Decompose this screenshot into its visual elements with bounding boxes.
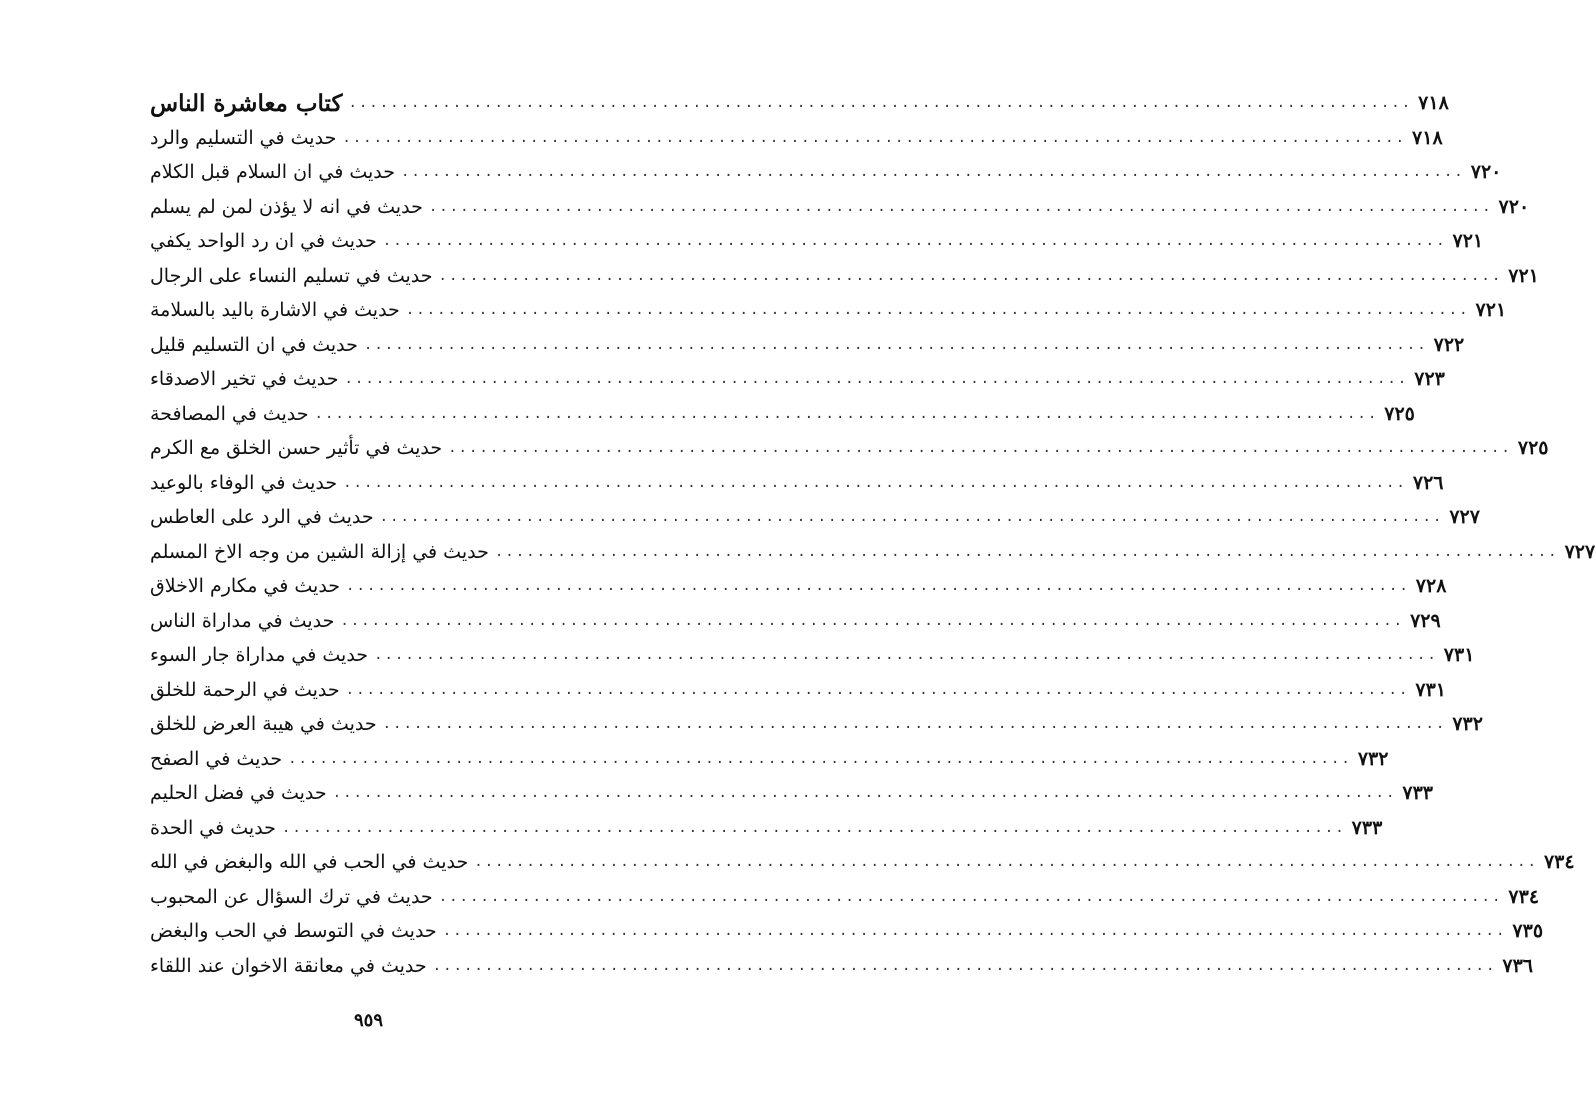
- toc-entry: [140, 638, 1475, 673]
- entry-page-number: ٧٢٣: [1414, 368, 1445, 391]
- entry-title: حديث في التسليم والرد: [150, 126, 337, 149]
- entry-page-number: ٧٢٨: [1415, 575, 1447, 598]
- leader-dots: ......................................................................................................: [474, 854, 1538, 871]
- entry-title: حديث في المصافحة: [150, 402, 309, 425]
- table-of-contents: [140, 86, 1595, 983]
- entry-title: حديث في التوسط في الحب والبغض: [150, 920, 437, 943]
- entry-page-number: ٧٢٠: [1498, 195, 1530, 218]
- entry-page-number: ٧٣٤: [1508, 885, 1540, 908]
- entry-page-number: ٧٣٢: [1357, 747, 1389, 770]
- entry-page-number: ٧٢٠: [1470, 161, 1502, 184]
- toc-entry: [140, 121, 1443, 156]
- entry-page-number: ٧٢٢: [1433, 333, 1465, 356]
- entry-page-number: ٧٣١: [1443, 644, 1475, 667]
- toc-entry: [140, 811, 1383, 846]
- entry-page-number: ٧٢٥: [1384, 402, 1415, 425]
- entry-page-number: ٧٢٧: [1564, 540, 1595, 563]
- toc-entry: [140, 155, 1502, 190]
- entry-title: حديث في الوفاء بالوعيد: [150, 471, 338, 494]
- toc-entry: [140, 224, 1484, 259]
- entry-title: حديث في ان رد الواحد يكفي: [150, 230, 377, 253]
- leader-dots: ......................................................................................................: [340, 612, 1405, 629]
- entry-title: حديث في تسليم النساء على الرجال: [150, 264, 433, 287]
- section-page-number: ٧١٨: [1418, 92, 1449, 115]
- leader-dots: ......................................................................................................: [374, 647, 1438, 664]
- entry-page-number: ٧١٨: [1412, 126, 1443, 149]
- leader-dots: ......................................................................................................: [438, 888, 1503, 905]
- toc-entry: [140, 880, 1540, 915]
- toc-entry: [140, 293, 1507, 328]
- toc-entry: [140, 949, 1534, 984]
- leader-dots: ......................................................................................................: [382, 233, 1447, 250]
- leader-dots: ......................................................................................................: [448, 440, 1512, 457]
- leader-dots: ......................................................................................................: [281, 819, 1346, 836]
- leader-dots: ......................................................................................................: [363, 336, 1428, 353]
- leader-dots: ......................................................................................................: [346, 578, 1410, 595]
- section-title: كتاب معاشرة الناس: [150, 89, 343, 117]
- toc-entry: [140, 604, 1441, 639]
- entry-page-number: ٧٢٦: [1412, 471, 1444, 494]
- entry-page-number: ٧٢١: [1508, 264, 1539, 287]
- entry-title: حديث في الصفح: [150, 747, 283, 770]
- entry-page-number: ٧٢٧: [1449, 506, 1480, 529]
- leader-dots: ......................................................................................................: [314, 405, 1379, 422]
- toc-entry: [140, 673, 1447, 708]
- entry-title: حديث في فضل الحليم: [150, 782, 327, 805]
- toc-entry: [140, 845, 1575, 880]
- leader-dots: ......................................................................................................: [342, 129, 1407, 146]
- toc-entry: [140, 742, 1389, 777]
- leader-dots: ......................................................................................................: [442, 923, 1507, 940]
- entry-title: حديث في ترك السؤال عن المحبوب: [150, 885, 433, 908]
- leader-dots: ......................................................................................................: [344, 371, 1409, 388]
- leader-dots: ......................................................................................................: [345, 681, 1410, 698]
- entry-title: حديث في تخير الاصدقاء: [150, 368, 339, 391]
- leader-dots: ......................................................................................................: [348, 95, 1413, 112]
- entry-title: حديث في مداراة جار السوء: [150, 644, 369, 667]
- entry-page-number: ٧٢١: [1475, 299, 1507, 322]
- entry-title: حديث في إزالة الشين من وجه الاخ المسلم: [150, 540, 489, 563]
- entry-title: حديث في انه لا يؤذن لمن لم يسلم: [150, 195, 423, 218]
- entry-page-number: ٧٣٣: [1402, 782, 1434, 805]
- entry-title: حديث في الحدة: [150, 816, 276, 839]
- entry-title: حديث في الرحمة للخلق: [150, 678, 340, 701]
- entry-page-number: ٧٢٩: [1410, 609, 1441, 632]
- leader-dots: ......................................................................................................: [382, 716, 1447, 733]
- leader-dots: ......................................................................................................: [401, 164, 1465, 181]
- toc-entry: [140, 466, 1444, 501]
- leader-dots: ......................................................................................................: [428, 198, 1493, 215]
- entry-title: حديث في الحب في الله والبغض في الله: [150, 851, 469, 874]
- toc-entry: [140, 190, 1530, 225]
- entry-page-number: ٧٣٣: [1351, 816, 1383, 839]
- leader-dots: ......................................................................................................: [438, 267, 1503, 284]
- leader-dots: ......................................................................................................: [432, 957, 1497, 974]
- entry-page-number: ٧٢١: [1452, 230, 1484, 253]
- entry-title: حديث في مكارم الاخلاق: [150, 575, 341, 598]
- entry-page-number: ٧٣٥: [1512, 920, 1544, 943]
- toc-entry: [140, 500, 1480, 535]
- toc-entry: [140, 431, 1549, 466]
- toc-entry: [140, 362, 1445, 397]
- toc-entry: [140, 328, 1465, 363]
- entry-title: حديث في مداراة الناس: [150, 609, 335, 632]
- leader-dots: ......................................................................................................: [288, 750, 1352, 767]
- leader-dots: ......................................................................................................: [494, 543, 1559, 560]
- leader-dots: ......................................................................................................: [379, 509, 1444, 526]
- entry-page-number: ٧٣٦: [1502, 954, 1534, 977]
- leader-dots: ......................................................................................................: [405, 302, 1470, 319]
- entry-page-number: ٧٣٤: [1543, 851, 1575, 874]
- entry-title: حديث في هيبة العرض للخلق: [150, 713, 377, 736]
- entry-title: حديث في ان السلام قبل الكلام: [150, 161, 395, 184]
- toc-entry: [140, 776, 1434, 811]
- toc-entry: [140, 397, 1415, 432]
- folio-page-number: ٩٥٩: [353, 1010, 383, 1031]
- entry-page-number: ٧٣١: [1415, 678, 1447, 701]
- entry-title: حديث في الاشارة باليد بالسلامة: [150, 299, 400, 322]
- entry-title: حديث في معانقة الاخوان عند اللقاء: [150, 954, 427, 977]
- entry-page-number: ٧٢٥: [1517, 437, 1549, 460]
- toc-entry: [140, 707, 1483, 742]
- toc-entry: [140, 914, 1544, 949]
- entry-title: حديث في الرد على العاطس: [150, 506, 374, 529]
- entries-list: [140, 121, 1595, 984]
- entry-title: حديث في ان التسليم قليل: [150, 333, 358, 356]
- toc-entry: [140, 569, 1447, 604]
- entry-page-number: ٧٣٢: [1452, 713, 1483, 736]
- toc-entry: [140, 259, 1539, 294]
- toc-entry: [140, 535, 1595, 570]
- entry-title: حديث في تأثير حسن الخلق مع الكرم: [150, 437, 443, 460]
- section-heading-row: [140, 86, 1449, 121]
- leader-dots: ......................................................................................................: [343, 474, 1407, 491]
- leader-dots: ......................................................................................................: [332, 785, 1397, 802]
